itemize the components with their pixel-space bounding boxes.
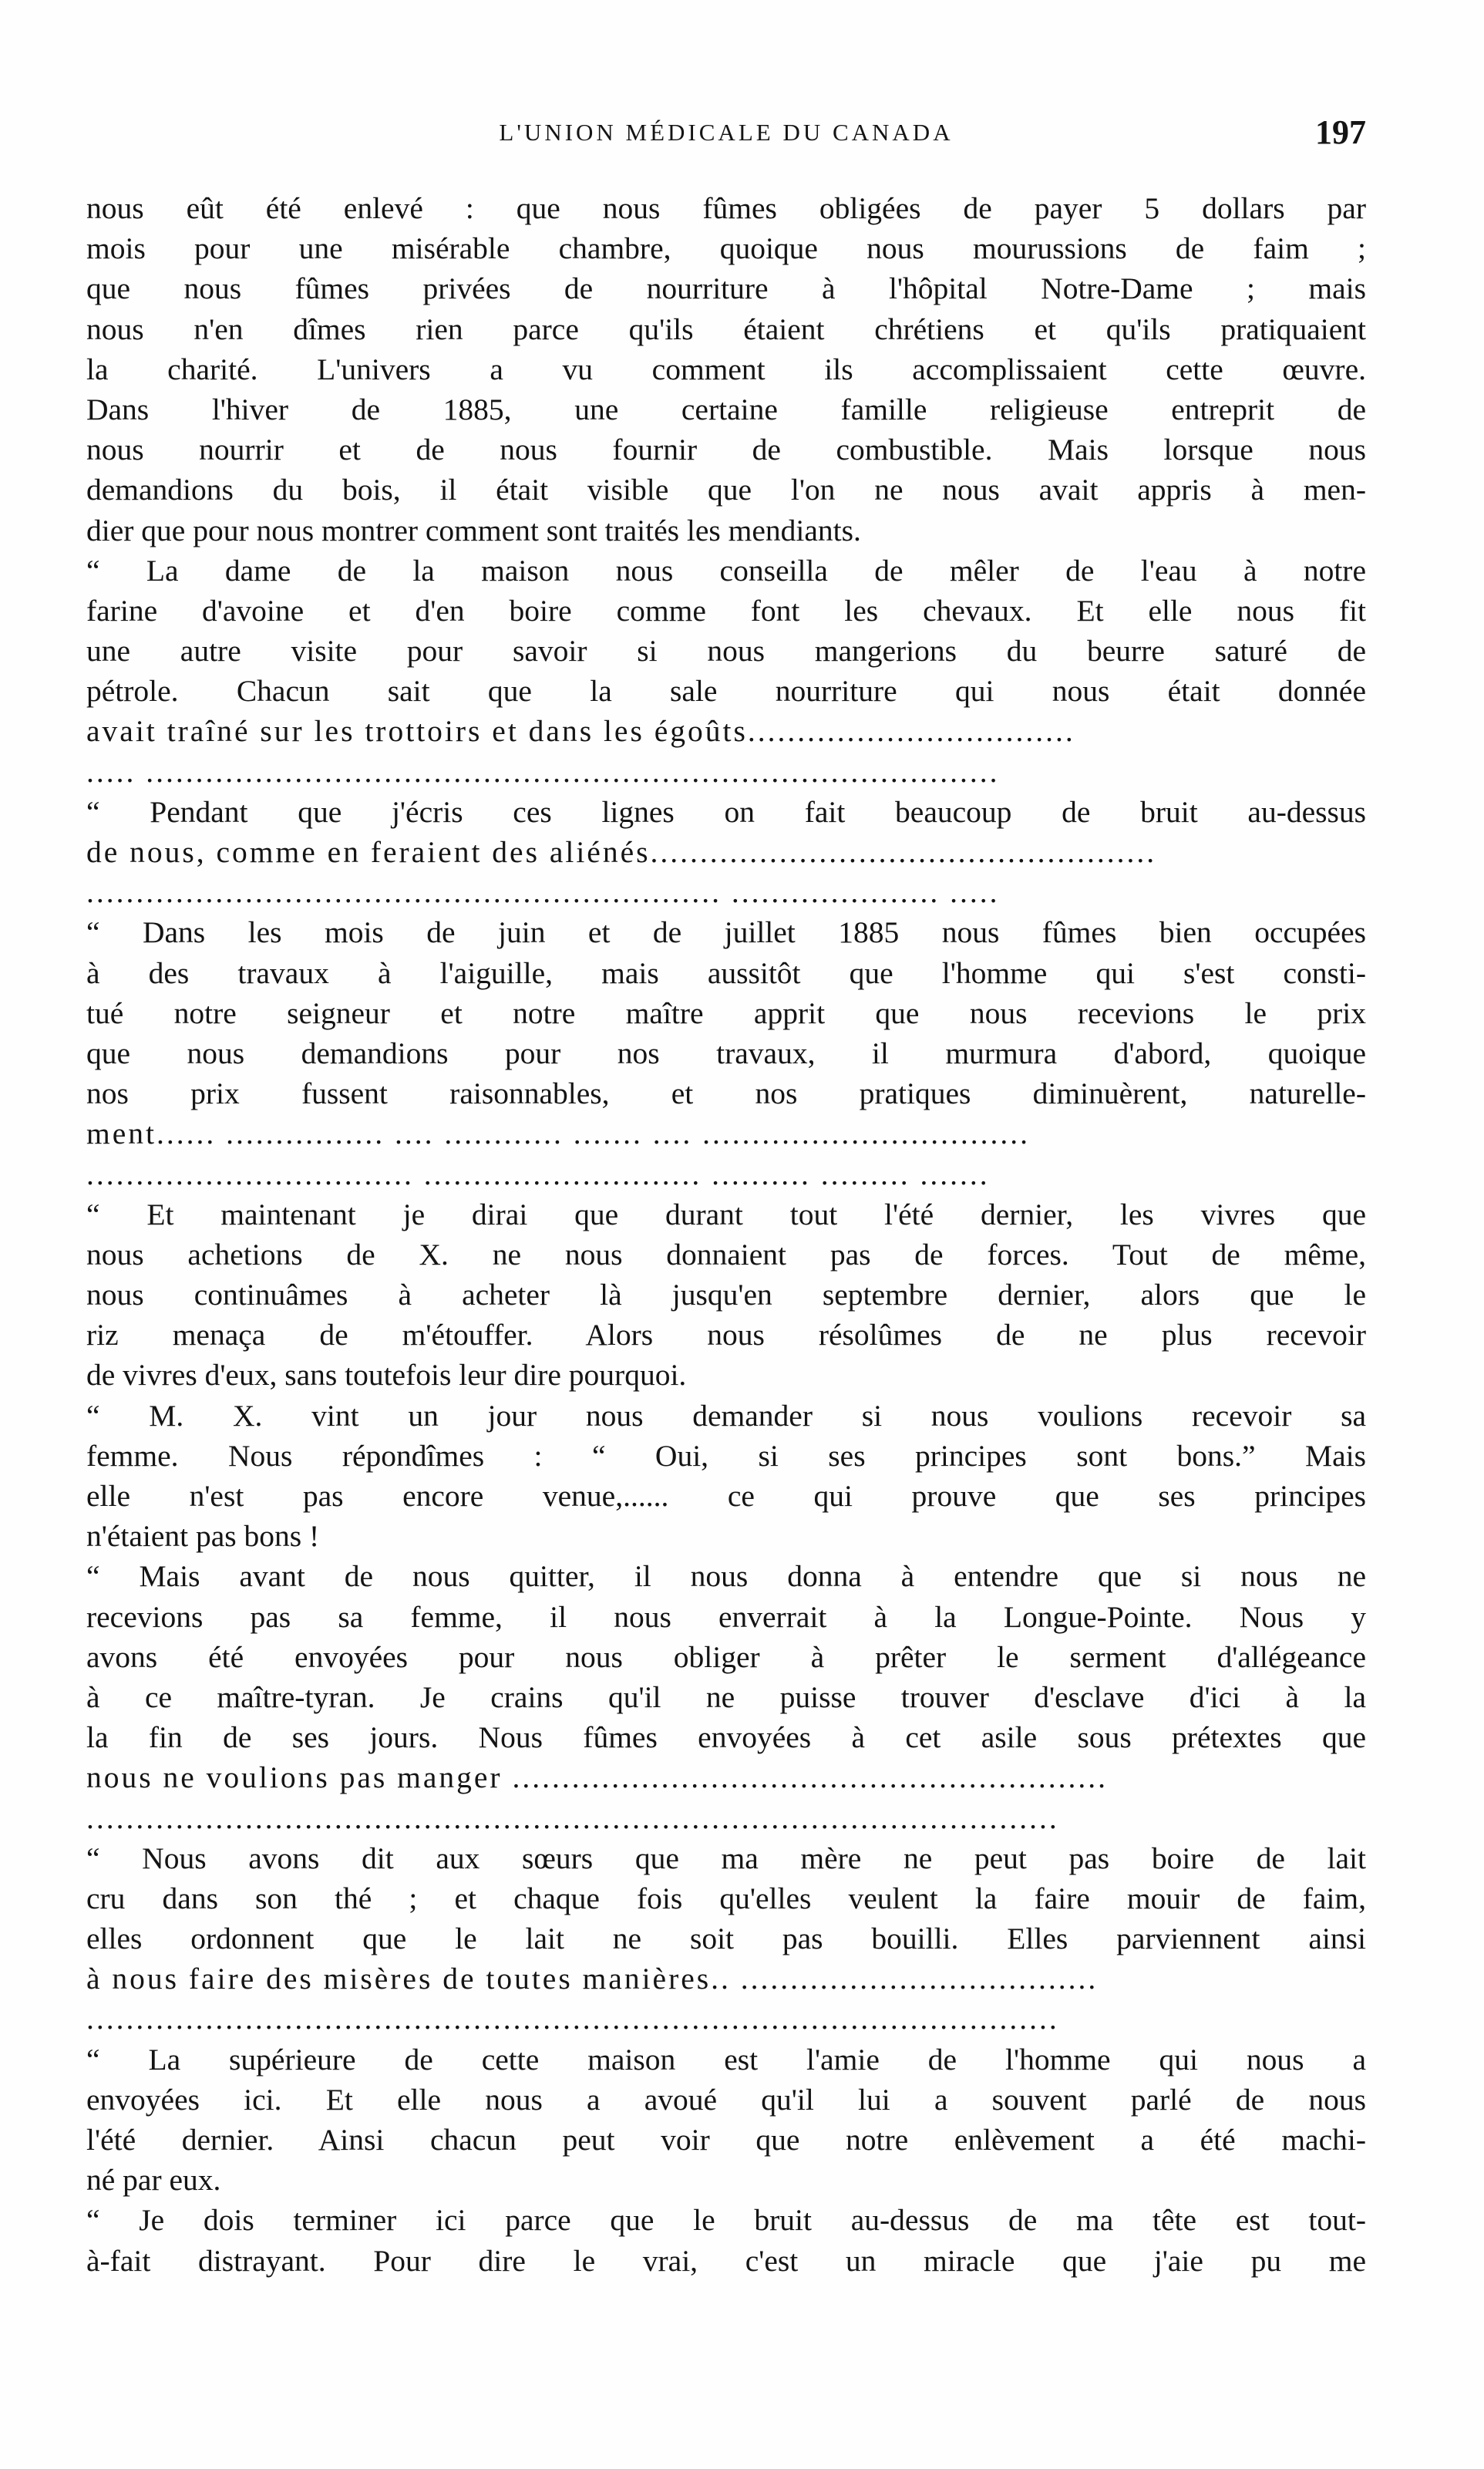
ellipsis-line: ................................................................ ..................... .....	[86, 875, 1000, 910]
text-line: elles ordonnent que le lait ne soit pas bouilli. Elles parviennent ainsi	[86, 1922, 1366, 1956]
text-line: nos prix fussent raisonnables, et nos pratiques diminuèrent, naturelle-	[86, 1076, 1366, 1111]
running-head	[86, 113, 1366, 159]
text-line: la charité. L'univers a vu comment ils accomplissaient cette œuvre.	[86, 352, 1366, 386]
text-line: né par eux.	[86, 2163, 221, 2198]
text-line: à des travaux à l'aiguille, mais aussitôt que l'homme qui s'est consti-	[86, 955, 1366, 990]
ellipsis-line: ..................................................................................................	[86, 2002, 1059, 2036]
text-line: mois pour une misérable chambre, quoique nous mourussions de faim ;	[86, 231, 1366, 266]
text-line: nous achetions de X. ne nous donnaient pas de forces. Tout de même,	[86, 1237, 1366, 1272]
text-line: de nous, comme en feraient des aliénés...................................................	[86, 835, 1157, 869]
text-line: femme. Nous répondîmes : “ Oui, si ses principes sont bons.” Mais	[86, 1438, 1366, 1473]
text-line: pétrole. Chacun sait que la sale nourriture qui nous était donnée	[86, 674, 1366, 709]
text-line: n'étaient pas bons !	[86, 1519, 320, 1554]
text-line: à nous faire des misères de toutes manières.. ....................................	[86, 1962, 1099, 1996]
text-line: l'été dernier. Ainsi chacun peut voir que notre enlèvement a été machi-	[86, 2123, 1366, 2157]
text-line: “ Je dois terminer ici parce que le bruit au-dessus de ma tête est tout-	[86, 2203, 1366, 2238]
text-line: “ M. X. vint un jour nous demander si nous voulions recevoir sa	[86, 1398, 1366, 1433]
text-line: que nous demandions pour nos travaux, il murmura d'abord, quoique	[86, 1036, 1366, 1070]
text-line: une autre visite pour savoir si nous mangerions du beurre saturé de	[86, 634, 1366, 669]
text-line: “ Pendant que j'écris ces lignes on fait beaucoup de bruit au-dessus	[86, 794, 1366, 829]
text-line: Dans l'hiver de 1885, une certaine famille religieuse entreprit de	[86, 392, 1366, 426]
text-line: nous n'en dîmes rien parce qu'ils étaient chrétiens et qu'ils pratiquaient	[86, 312, 1366, 346]
page-number: 197	[1315, 113, 1366, 151]
text-line: “ La dame de la maison nous conseilla de mêler de l'eau à notre	[86, 553, 1366, 588]
running-title: L'UNION MÉDICALE DU CANADA	[499, 119, 954, 146]
text-line: à-fait distrayant. Pour dire le vrai, c'est un miracle que j'aie pu me	[86, 2243, 1366, 2278]
text-line: envoyées ici. Et elle nous a avoué qu'il lui a souvent parlé de nous	[86, 2082, 1366, 2117]
text-line: à ce maître-tyran. Je crains qu'il ne puisse trouver d'esclave d'ici à la	[86, 1679, 1366, 1714]
ellipsis-line: ................................. ............................ .......... ......... .......	[86, 1157, 990, 1191]
text-line: de vivres d'eux, sans toutefois leur dire pourquoi.	[86, 1358, 687, 1393]
text-line: nous ne voulions pas manger ............................................................	[86, 1760, 1108, 1795]
text-line: demandions du bois, il était visible que l'on ne nous avait appris à men-	[86, 473, 1366, 507]
text-line: cru dans son thé ; et chaque fois qu'elles veulent la faire mouir de faim,	[86, 1881, 1366, 1915]
text-line: avait traîné sur les trottoirs et dans les égoûts.................................	[86, 714, 1075, 749]
text-line: elle n'est pas encore venue,...... ce qui prouve que ses principes	[86, 1479, 1366, 1513]
text-line: dier que pour nous montrer comment sont traités les mendiants.	[86, 513, 861, 547]
text-line: que nous fûmes privées de nourriture à l'hôpital Notre-Dame ; mais	[86, 271, 1366, 306]
text-line: nous continuâmes à acheter là jusqu'en septembre dernier, alors que le	[86, 1278, 1366, 1312]
text-line: avons été envoyées pour nous obliger à prêter le serment d'allégeance	[86, 1639, 1366, 1674]
text-line: riz menaça de m'étouffer. Alors nous résolûmes de ne plus recevoir	[86, 1318, 1366, 1352]
text-line: tué notre seigneur et notre maître apprit que nous recevions le prix	[86, 995, 1366, 1030]
text-line: nous nourrir et de nous fournir de combustible. Mais lorsque nous	[86, 433, 1366, 467]
text-line: “ La supérieure de cette maison est l'amie de l'homme qui nous a	[86, 2042, 1366, 2077]
ellipsis-line: ..... ......................................................................................	[86, 754, 1000, 789]
body-text	[86, 188, 1366, 2281]
ellipsis-line: ..................................................................................................	[86, 1800, 1059, 1835]
text-line: la fin de ses jours. Nous fûmes envoyées à cet asile sous prétextes que	[86, 1720, 1366, 1755]
text-line: “ Nous avons dit aux sœurs que ma mère ne peut pas boire de lait	[86, 1841, 1366, 1875]
text-line: “ Et maintenant je dirai que durant tout l'été dernier, les vivres que	[86, 1197, 1366, 1231]
text-line: recevions pas sa femme, il nous enverrait à la Longue-Pointe. Nous y	[86, 1599, 1366, 1634]
text-line: farine d'avoine et d'en boire comme font les chevaux. Et elle nous fit	[86, 593, 1366, 628]
text-line: “ Mais avant de nous quitter, il nous donna à entendre que si nous ne	[86, 1559, 1366, 1594]
text-line: “ Dans les mois de juin et de juillet 1885 nous fûmes bien occupées	[86, 915, 1366, 950]
text-line: nous eût été enlevé : que nous fûmes obligées de payer 5 dollars par	[86, 191, 1366, 225]
text-line: ment...... ................ .... ............ ....... .... .................................	[86, 1117, 1030, 1151]
